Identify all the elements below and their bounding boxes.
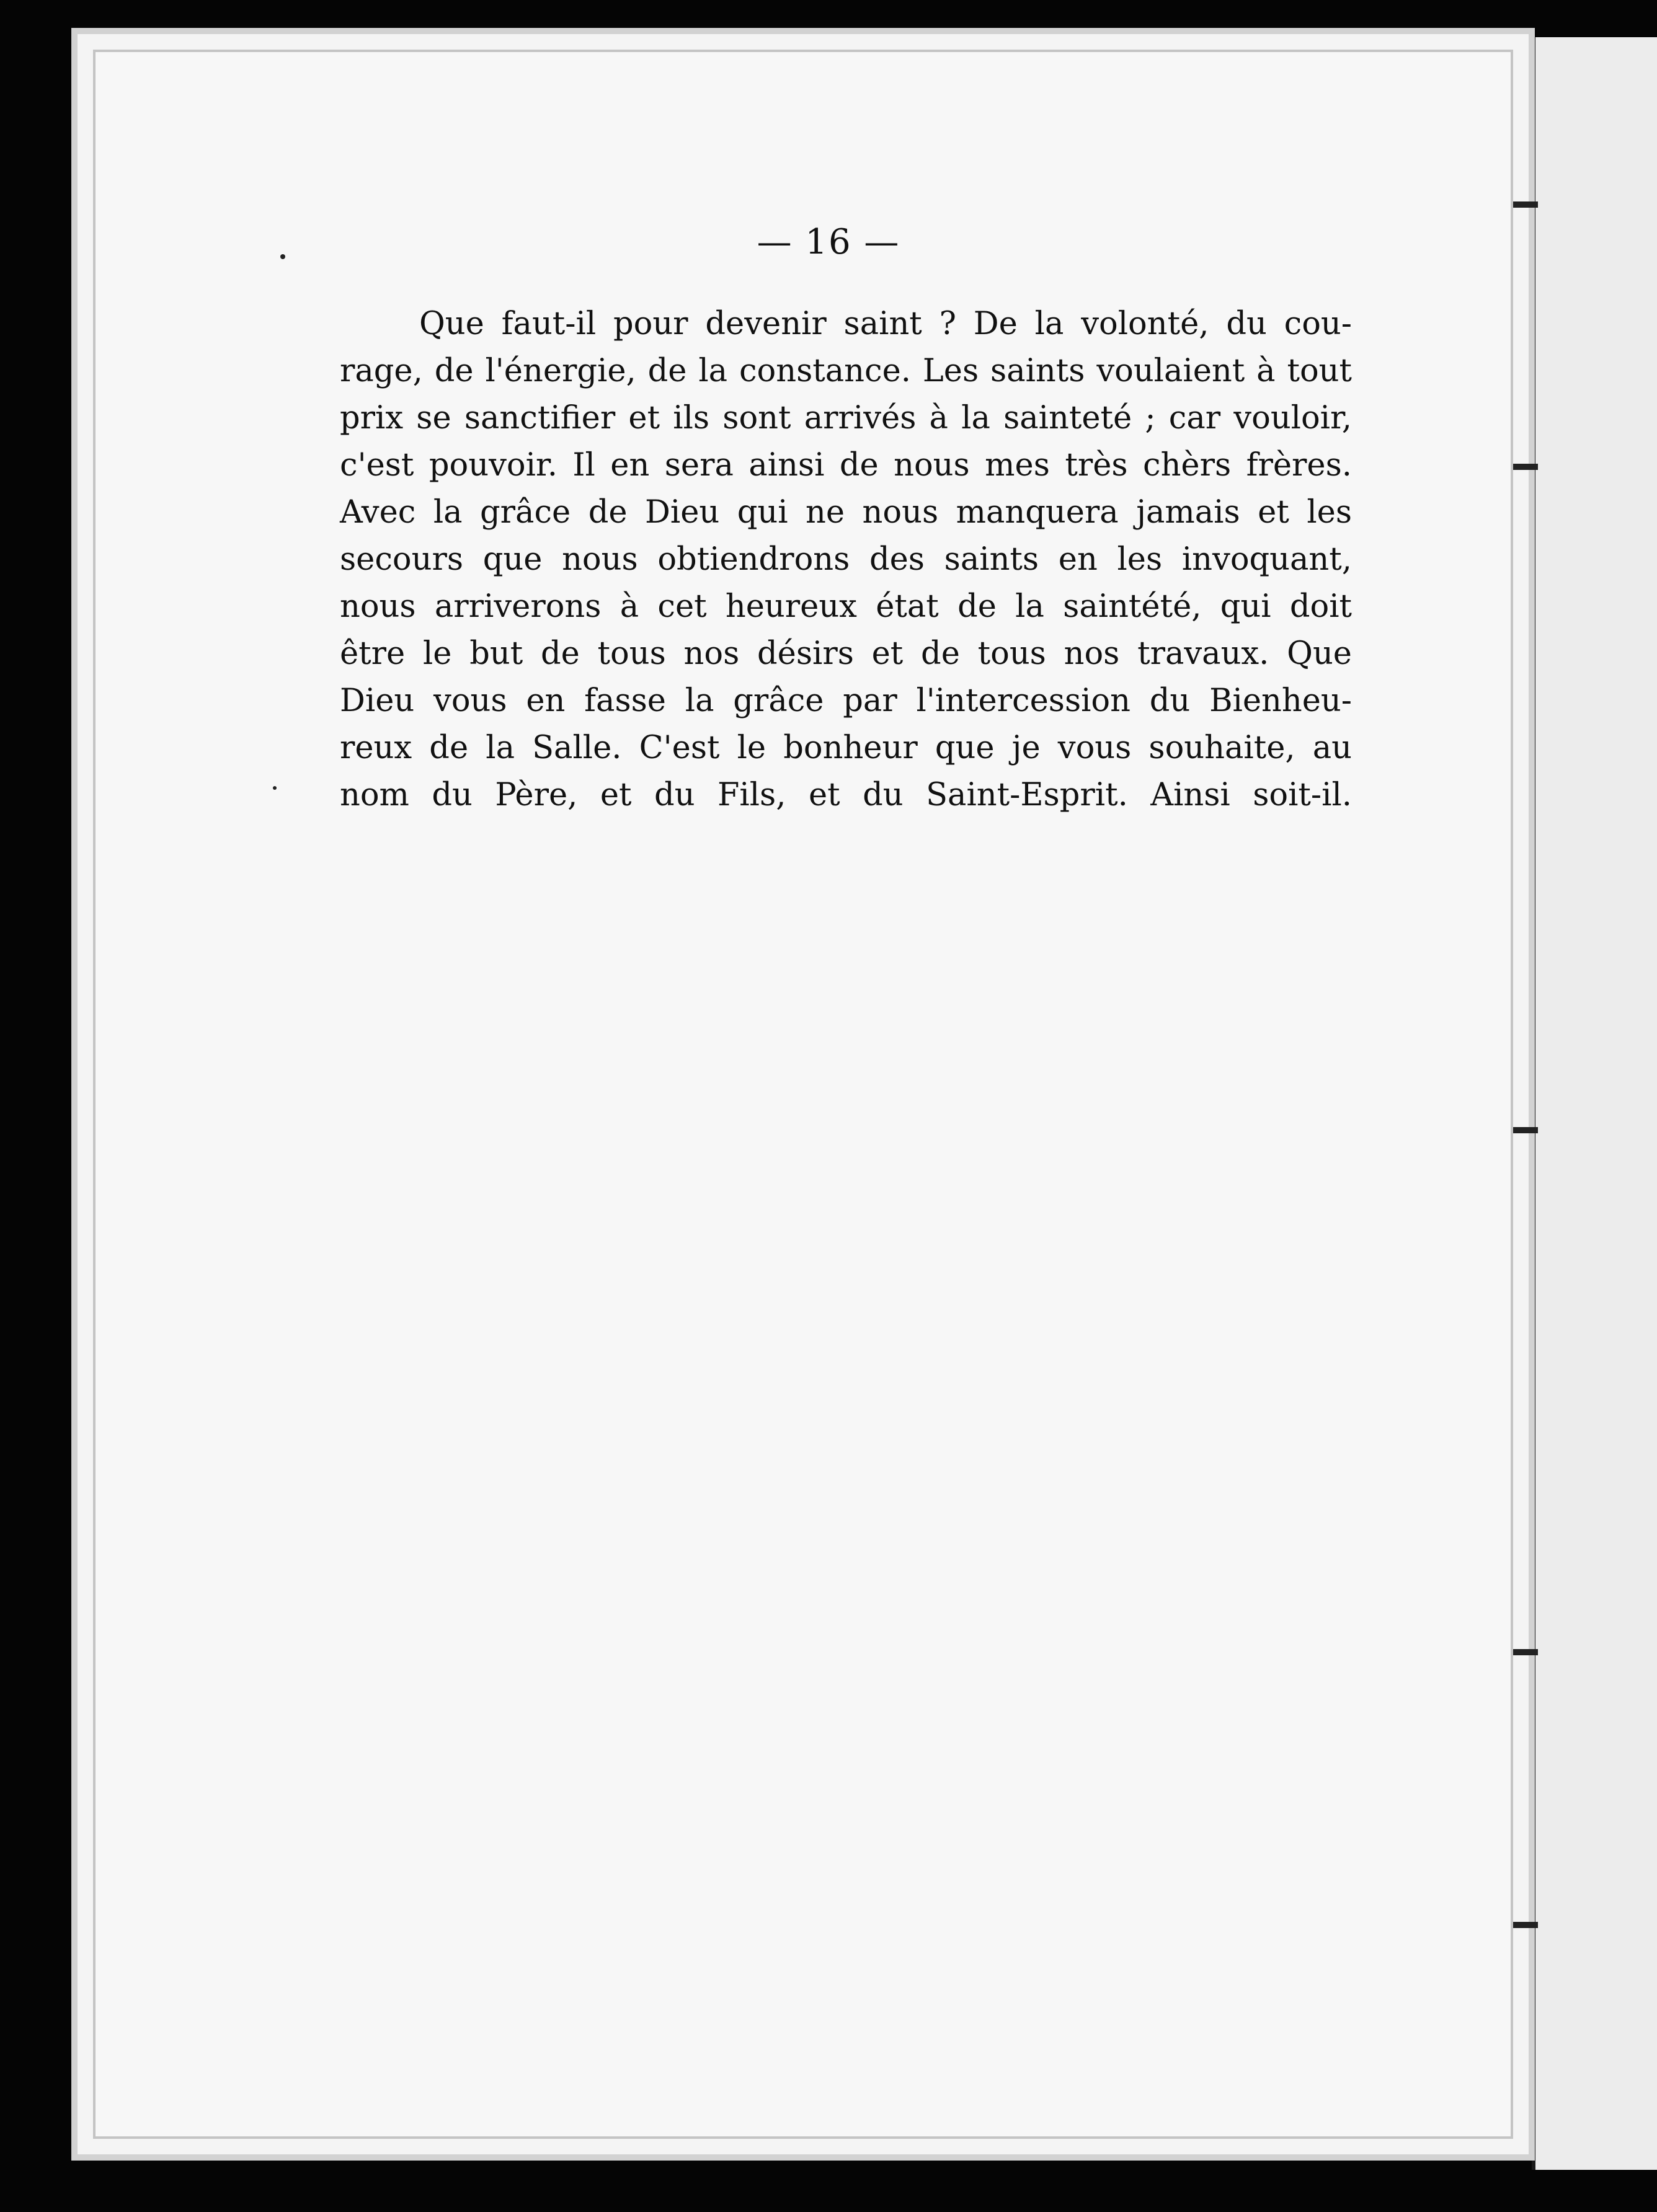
text-line: nous arriverons à cet heureux état de la saintété, qui doit [340,588,1352,625]
page-number: — 16 — [757,222,900,262]
text-line: c'est pouvoir. Il en sera ainsi de nous mes très chèrs frères. [340,447,1352,484]
binding-mark [1513,1922,1538,1928]
text-line: Avec la grâce de Dieu qui ne nous manquera jamais et les [340,494,1352,531]
body-text [340,301,1352,819]
text-line: secours que nous obtiendrons des saints en les invoquant, [340,541,1352,578]
binding-mark [1513,201,1538,208]
text-line: Que faut-il pour devenir saint ? De la volonté, du cou- [419,306,1352,342]
text-line: Dieu vous en fasse la grâce par l'intercession du Bienheu- [340,683,1352,719]
text-line: rage, de l'énergie, de la constance. Les saints voulaient à tout [340,353,1352,389]
binding-mark [1513,464,1538,470]
underlying-page-edge [1532,37,1657,2170]
binding-mark [1513,1127,1538,1133]
text-line: être le but de tous nos désirs et de tous nos travaux. Que [340,635,1352,672]
text-line: nom du Père, et du Fils, et du Saint-Esprit. Ainsi soit-il. [340,777,1352,813]
text-line: prix se sanctifier et ils sont arrivés à la sainteté ; car vouloir, [340,400,1352,436]
text-line: reux de la Salle. C'est le bonheur que je vous souhaite, au [340,730,1352,766]
binding-mark [1513,1649,1538,1655]
dust-speck [273,786,277,790]
